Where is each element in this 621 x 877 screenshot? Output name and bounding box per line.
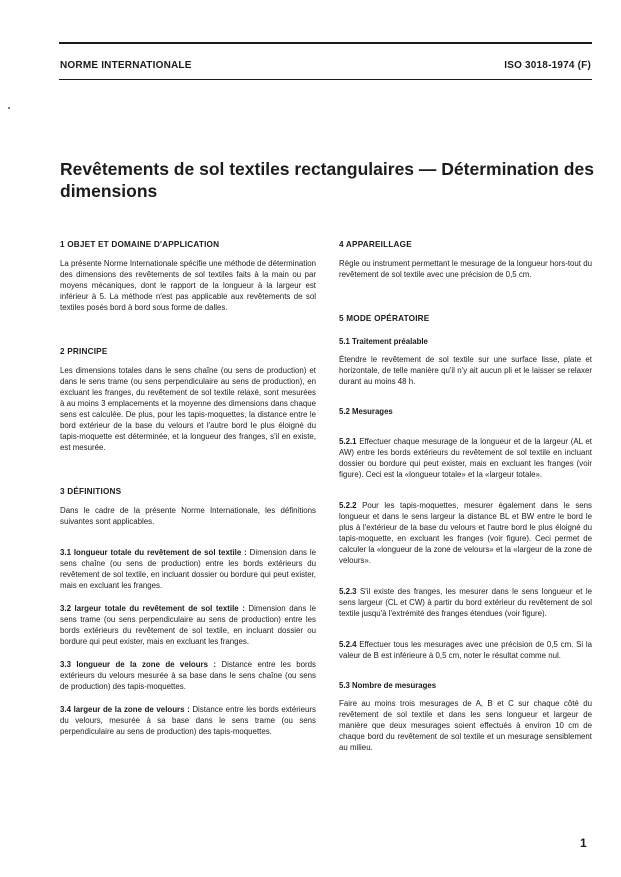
header-top-rule — [59, 42, 592, 44]
subsection-5-3-heading: 5.3 Nombre de mesurages — [339, 681, 437, 690]
section-2-heading: 2 PRINCIPE — [60, 347, 108, 356]
section-2-text: Les dimensions totales dans le sens chaîne (ou sens de production) et dans le sens trame (ou sens perpendiculaire au sens de production), en excluant les franges, du revêtement de sol textile relaxé, sont mesurées à au moins 3 emplacements et la moyenne des dimensions dans chaque sens est calculée. De plus, pour les tapis-moquettes, la distance entre le bord extérieur de la base du velours et l'autre bord le plus éloigné du tapis-moquette est déterminée, et la longueur des franges, s'il en existe, est mesurée. — [60, 366, 316, 452]
clause-5-2-4-text: Effectuer tous les mesurages avec une précision de 0,5 cm. Si la valeur de B est inférieure à 0,5 cm, noter le résultat comme nul. — [339, 640, 592, 660]
document-title: Revêtements de sol textiles rectangulaires — Détermination des dimensions — [60, 159, 594, 201]
clause-5-2-3-number: 5.2.3 — [339, 587, 357, 596]
section-5-heading: 5 MODE OPÉRATOIRE — [339, 314, 430, 323]
definition-3-2-term: 3.2 largeur totale du revêtement de sol textile : — [60, 604, 245, 613]
header-standard-number: ISO 3018-1974 (F) — [504, 60, 591, 71]
subsection-5-1-text: Étendre le revêtement de sol textile sur une surface lisse, plate et horizontale, de telle manière qu'il n'y ait aucun pli et le laisser se relaxer durant au moins 48 h. — [339, 355, 592, 386]
subsection-5-3-text: Faire au moins trois mesurages de A, B et C sur chaque côté du revêtement de sol textile et dans les sens longueur et largeur de manière que deux mesurages soient effectués à environ 10 cm de chaque bord du revêtement de sol textile et un mesurage sensiblement au milieu. — [339, 699, 592, 752]
clause-5-2-1-number: 5.2.1 — [339, 437, 357, 446]
definition-3-1 — [60, 547, 316, 591]
section-3-heading: 3 DÉFINITIONS — [60, 487, 122, 496]
page-number: 1 — [580, 836, 587, 850]
clause-5-2-1-text: Effectuer chaque mesurage de la longueur et de la largeur (AL et AW) entre les bords extérieurs du revêtement de sol textile en incluant dossier ou bordure qui peut exister, mais en excluant les franges (voir figure). Ceci est la «longueur totale» et la «largeur totale». — [339, 437, 592, 479]
section-4-heading: 4 APPAREILLAGE — [339, 240, 412, 249]
clause-5-2-4-number: 5.2.4 — [339, 640, 357, 649]
section-3-intro: Dans le cadre de la présente Norme Internationale, les définitions suivantes sont applicables. — [60, 506, 316, 526]
subsection-5-1-heading: 5.1 Traitement préalable — [339, 337, 428, 346]
definition-3-4-term: 3.4 largeur de la zone de velours : — [60, 705, 190, 714]
definition-3-3-text: Distance entre les bords extérieurs du velours mesurée à sa base dans le sens chaîne (ou sens de production) des tapis-moquettes. — [60, 660, 317, 691]
scan-speck — [8, 107, 10, 109]
section-1-heading: 1 OBJET ET DOMAINE D'APPLICATION — [60, 240, 220, 249]
clause-5-2-2 — [339, 500, 592, 566]
right-column — [339, 240, 592, 753]
definition-3-2 — [60, 603, 316, 647]
definition-3-1-term: 3.1 longueur totale du revêtement de sol textile : — [60, 548, 247, 557]
section-4-text: Règle ou instrument permettant le mesurage de la longueur hors-tout du revêtement de sol textile avec une précision de 0,5 cm. — [339, 259, 592, 279]
clause-5-2-4 — [339, 639, 592, 661]
definition-3-4-text: Distance entre les bords extérieurs du velours, mesurée à sa base dans le sens trame (ou sens perpendiculaire au sens de production) des tapis-moquettes. — [60, 705, 316, 736]
header-bottom-rule — [59, 79, 592, 80]
definition-3-2-text: Dimension dans le sens trame (ou sens perpendiculaire au sens de production) entre les bords extérieurs du revêtement de sol textile, en incluant dossier ou bordure qui peut exister, mais en excluant les franges. — [60, 604, 316, 646]
clause-5-2-1 — [339, 436, 592, 480]
clause-5-2-3-text: S'il existe des franges, les mesurer dans le sens longueur et le sens largeur (CL et CW) à partir du bord extérieur du revêtement de sol textile jusqu'à l'extrémité des franges étendues (voir figure). — [339, 587, 592, 618]
clause-5-2-2-text: Pour les tapis-moquettes, mesurer également dans le sens longueur et dans le sens largeur la distance BL et BW entre le bord le plus à l'extérieur de la base du velours et l'autre bord le plus éloigné du tapis-moquette, en excluant les franges (voir figure). Ceci permet de calculer la «longueur de la zone de velours» et la «largeur de la zone de velours». — [339, 501, 592, 565]
clause-5-2-3 — [339, 586, 592, 619]
clause-5-2-2-number: 5.2.2 — [339, 501, 357, 510]
definition-3-3-term: 3.3 longueur de la zone de velours : — [60, 660, 216, 669]
section-1-text: La présente Norme Internationale spécifie une méthode de détermination des dimensions des revêtements de sol textiles faits à la main ou par moyens mécaniques, dont le rapport de la longueur à la largeur est inférieur à 5. La méthode n'est pas applicable aux revêtements de sol textiles posés bord à bord sous forme de dalles. — [60, 259, 316, 312]
header-standard-type: NORME INTERNATIONALE — [60, 60, 192, 71]
subsection-5-2-heading: 5.2 Mesurages — [339, 407, 393, 416]
left-column — [60, 240, 316, 737]
definition-3-1-text: Dimension dans le sens chaîne (ou sens de production) entre les bords extérieurs du revêtement de sol textile, en incluant dossier ou bordure qui peut exister, mais en excluant les franges. — [60, 548, 316, 590]
definition-3-3 — [60, 659, 316, 692]
definition-3-4 — [60, 704, 316, 737]
